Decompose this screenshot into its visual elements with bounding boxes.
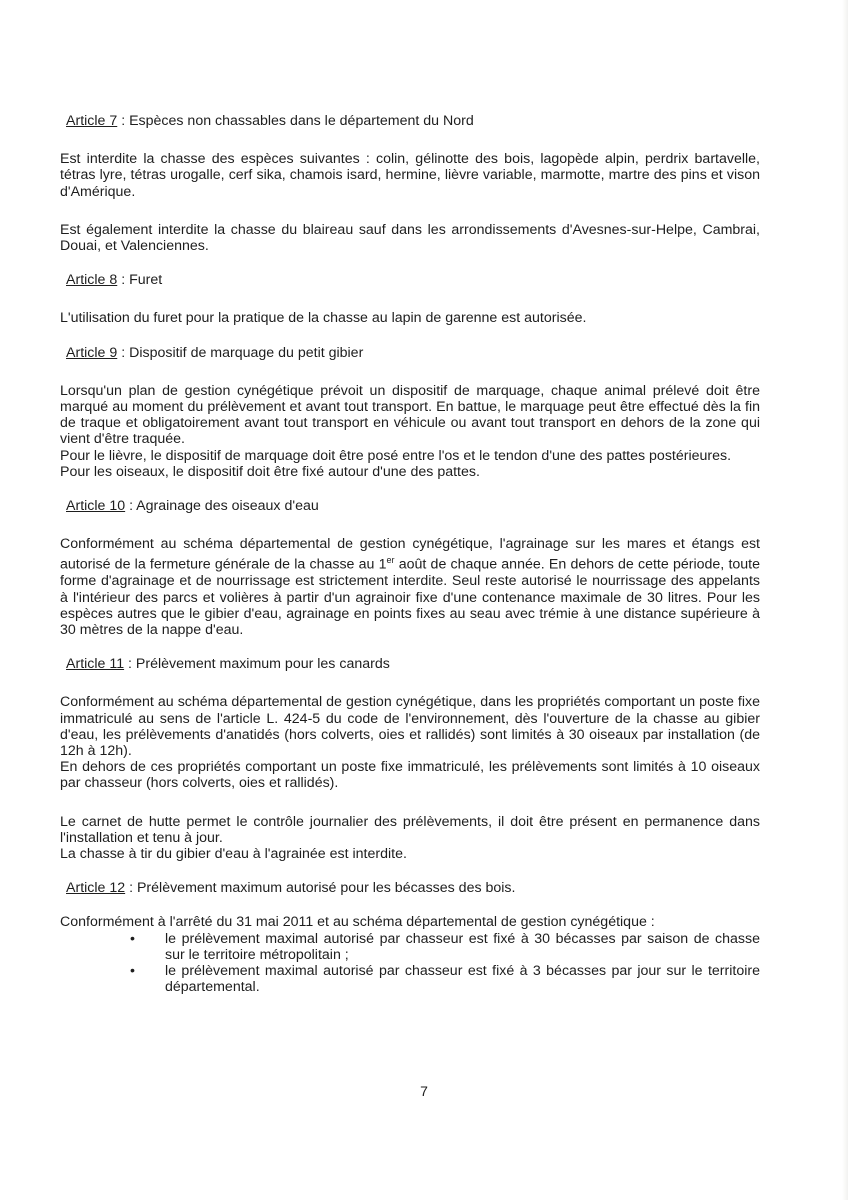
article-8-ref: Article 8 bbox=[66, 272, 118, 289]
article-11-paragraph-3: Le carnet de hutte permet le contrôle journalier des prélèvements, il doit être présent en permanence dans l'installation et tenu à jour. bbox=[60, 813, 760, 846]
list-item bbox=[130, 963, 760, 995]
list-item-text: le prélèvement maximal autorisé par chasseur est fixé à 3 bécasses par jour sur le territoire départemental. bbox=[165, 963, 760, 996]
document-body bbox=[60, 113, 760, 995]
article-9-paragraph-3: Pour les oiseaux, le dispositif doit être fixé autour d'une des pattes. bbox=[60, 463, 480, 480]
article-9-paragraph-2: Pour le lièvre, le dispositif de marquage doit être posé entre l'os et le tendon d'une des pattes postérieures. bbox=[60, 447, 732, 464]
bullet-icon: • bbox=[130, 963, 135, 980]
article-10-superscript: er bbox=[386, 555, 395, 566]
page-number: 7 bbox=[420, 1083, 428, 1099]
article-10-text-a: Conformément au schéma départemental de gestion cynégétique, l'agrainage sur les mares et étangs est autorisé de la fermeture générale de la chasse au 1 bbox=[60, 536, 760, 574]
article-11-paragraph-2: En dehors de ces propriétés comportant un poste fixe immatriculé, les prélèvements sont limités à 10 oiseaux par chasseur (hors colverts, oies et rallidés). bbox=[60, 759, 760, 792]
article-11-title: : Prélèvement maximum pour les canards bbox=[124, 656, 390, 673]
article-10-text-b: août de chaque année. En dehors de cette période, toute forme d'agrainage et de nourrissage est strictement interdite. Seul reste autorisé le nourrissage des appelants à l'intérieur des parcs et volières à partir d'un agrainoir fixe d'une contenance maximale de 30 litres. Pour les espèces autres que le gibier d'eau, agrainage en points fixes au seau avec trémie à une distance supérieure à 30 mètres de la nappe d'eau. bbox=[60, 557, 760, 638]
article-12-intro: Conformément à l'arrêté du 31 mai 2011 et au schéma départemental de gestion cynégétique : bbox=[60, 914, 655, 931]
article-11-paragraph-1: Conformément au schéma départemental de gestion cynégétique, dans les propriétés comportant un poste fixe immatriculé au sens de l'article L. 424-5 du code de l'environnement, dès l'ouverture de la chasse au gibier d'eau, les prélèvements d'anatidés (hors colverts, oies et rallidés) sont limités à 30 oiseaux par installation (de 12h à 12h). bbox=[60, 694, 760, 760]
article-9-ref: Article 9 bbox=[66, 344, 118, 361]
article-8-heading bbox=[66, 272, 760, 288]
article-8-paragraph-1: L'utilisation du furet pour la pratique de la chasse au lapin de garenne est autorisée. bbox=[60, 310, 587, 327]
article-11-paragraph-4: La chasse à tir du gibier d'eau à l'agrainée est interdite. bbox=[60, 846, 407, 863]
article-11-ref: Article 11 bbox=[66, 656, 125, 673]
scan-edge-shadow bbox=[842, 0, 848, 1200]
article-9-paragraph-1: Lorsqu'un plan de gestion cynégétique prévoit un dispositif de marquage, chaque animal prélevé doit être marqué au moment du prélèvement et avant tout transport. En battue, le marquage peut être effectué dès la fin de traque et obligatoirement avant tout transport en véhicule ou avant tout transport en dehors de la zone qui vient d'être traquée. bbox=[60, 382, 760, 448]
article-10-heading bbox=[66, 498, 760, 514]
article-11-heading bbox=[66, 656, 760, 672]
article-7-ref: Article 7 bbox=[66, 113, 118, 129]
article-7-paragraph-1: Est interdite la chasse des espèces suivantes : colin, gélinotte des bois, lagopède alpin, perdrix bartavelle, tétras lyre, tétras urogalle, cerf sika, chamois isard, hermine, lièvre variable, marmotte, martre des pins et vison d'Amérique. bbox=[60, 151, 760, 200]
article-12-bullet-list bbox=[60, 931, 760, 996]
bullet-icon: • bbox=[130, 930, 135, 947]
article-10-paragraph-1 bbox=[60, 536, 760, 638]
article-10-ref: Article 10 bbox=[66, 498, 126, 515]
article-12-ref: Article 12 bbox=[66, 880, 126, 897]
article-9-heading bbox=[66, 345, 760, 361]
article-12-title: : Prélèvement maximum autorisé pour les bécasses des bois. bbox=[125, 880, 516, 897]
article-8-title: : Furet bbox=[117, 272, 163, 289]
article-12-heading bbox=[66, 880, 760, 896]
list-item bbox=[130, 931, 760, 963]
article-10-title: : Agrainage des oiseaux d'eau bbox=[125, 498, 319, 515]
article-7-heading bbox=[66, 113, 760, 129]
article-7-title: : Espèces non chassables dans le département du Nord bbox=[117, 113, 474, 129]
list-item-text: le prélèvement maximal autorisé par chasseur est fixé à 30 bécasses par saison de chasse sur le territoire métropolitain ; bbox=[165, 930, 760, 963]
article-7-paragraph-2: Est également interdite la chasse du blaireau sauf dans les arrondissements d'Avesnes-sur-Helpe, Cambrai, Douai, et Valenciennes. bbox=[60, 221, 760, 255]
article-9-title: : Dispositif de marquage du petit gibier bbox=[117, 344, 364, 361]
